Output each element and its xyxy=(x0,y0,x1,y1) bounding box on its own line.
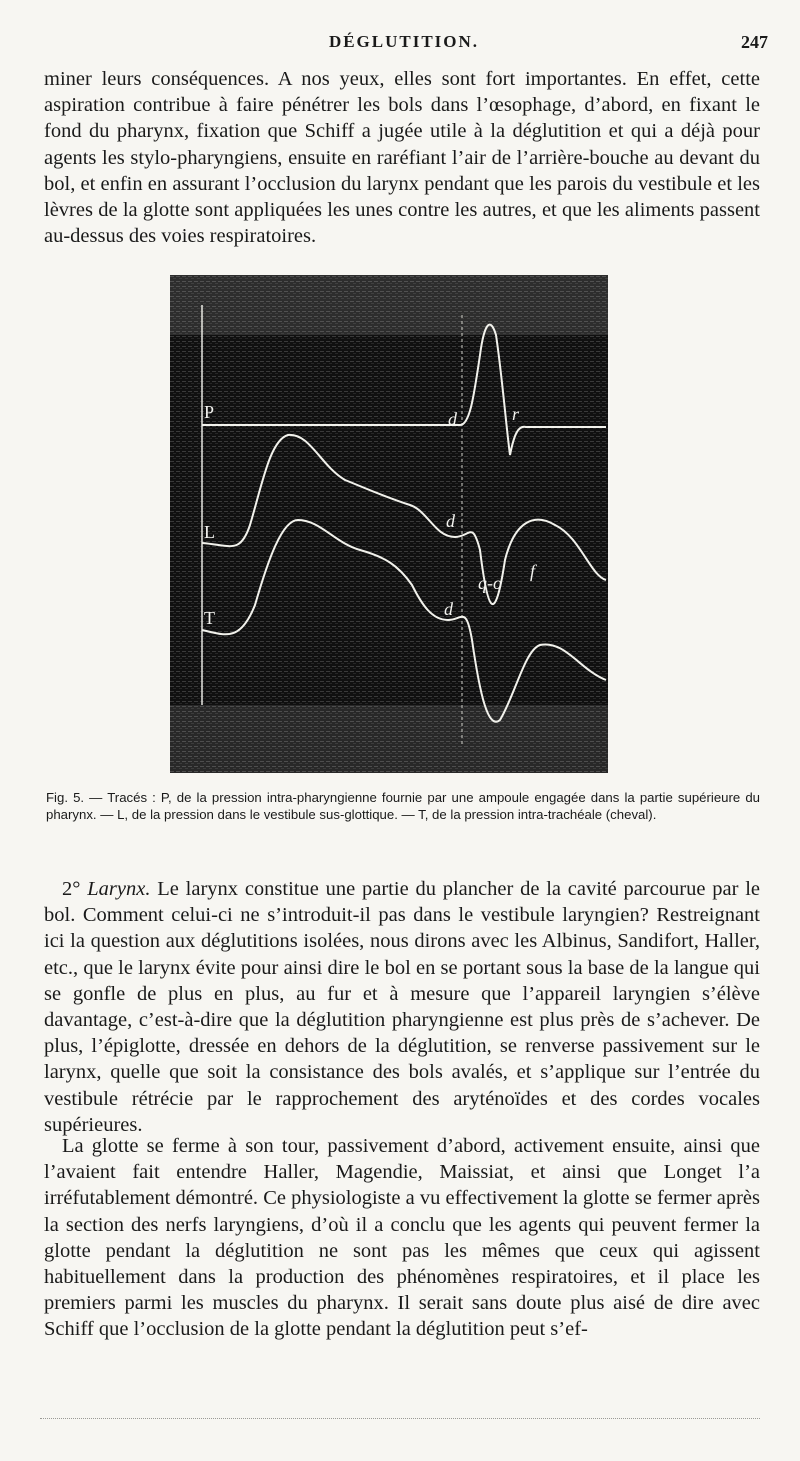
smoked-paper-background xyxy=(170,275,608,773)
label-point-f: f xyxy=(530,561,536,581)
figure-caption: Fig. 5. — Tracés : P, de la pression intra-pharyngienne fournie par une ampoule engagée dans la partie supérieure du pharynx. — L, de la pression dans le vestibule sus-glottique. — T, de la pression intra-trachéale (cheval). xyxy=(46,790,760,822)
tracing-plate xyxy=(170,275,608,773)
paragraph-3: La glotte se ferme à son tour, passivement d’abord, activement ensuite, ainsi que l’avaient fait entendre Haller, Magendie, Maissiat, et ainsi que Longet l’a irréfutablement démontré. Ce physiologiste a vu effectivement la glotte se fermer après la section des nerfs laryngiens, d’où il a conclu que les agents qui peuvent fermer la glotte pendant la déglutition ne sont pas les mêmes que ceux qui agissent habituellement dans la production des phénomènes respiratoires, et il place les premiers parmi les muscles du pharynx. Il serait sans doute plus aisé de dire avec Schiff que l’occlusion de la glotte pendant la déglutition peut s’ef- xyxy=(44,1135,760,1341)
figure-5-tracings xyxy=(170,275,608,773)
page-header xyxy=(40,32,768,58)
section-larynx xyxy=(44,876,760,1138)
label-trace-p: P xyxy=(204,402,215,422)
paragraph-1: miner leurs conséquences. A nos yeux, elles sont fort importantes. En effet, cette aspiration contribue à faire pénétrer les bols dans l’œsophage, d’abord, en fixant le fond du pharynx, fixation que Schiff a jugée utile à la déglutition et qui a déjà pour agents les stylo-pharyngiens, ensuite en raréfiant l’air de l’arrière-bouche au devant du bol, et enfin en assurant l’occlusion du larynx pendant que les parois du vestibule et les lèvres de la glotte sont appliquées les unes contre les autres, et que les aliments passent au-dessus des voies respiratoires. xyxy=(44,68,760,248)
page-number: 247 xyxy=(741,32,768,52)
label-trace-t: T xyxy=(204,608,215,628)
label-point-q-o: q-o xyxy=(478,573,502,593)
label-point-d-mid: d xyxy=(446,511,455,531)
section-text: Le larynx constitue une partie du plancher de la cavité parcourue par le bol. Comment celui-ci ne s’introduit-il pas dans le vestibule laryngien? Restreignant ici la question aux déglutitions isolées, nous dirons avec les Albinus, Sandifort, Haller, etc., que le larynx évite pour ainsi dire le bol en se portant sous la base de la langue qui se gonfle de plus en plus, au fur et à mesure que l’appareil laryngien s’élève davantage, c’est-à-dire que la déglutition pharyngienne est plus près de s’achever. De plus, l’épiglotte, dressée en dehors de la déglutition, se renverse passivement sur le larynx, quelle que soit la consistance des bols avalés, et s’applique sur l’entrée du vestibule rétrécie par le rapprochement des aryténoïdes et des cordes vocales supérieures. xyxy=(44,878,761,1136)
label-point-d-top: d xyxy=(448,409,457,429)
label-trace-l: L xyxy=(204,522,215,542)
label-point-d-low: d xyxy=(444,599,453,619)
section-title: Larynx. xyxy=(87,878,151,900)
label-point-r: r xyxy=(512,404,520,424)
running-head: DÉGLUTITION. xyxy=(328,32,480,51)
section-number: 2° xyxy=(62,878,81,900)
footer-dotted-rule xyxy=(40,1418,760,1419)
